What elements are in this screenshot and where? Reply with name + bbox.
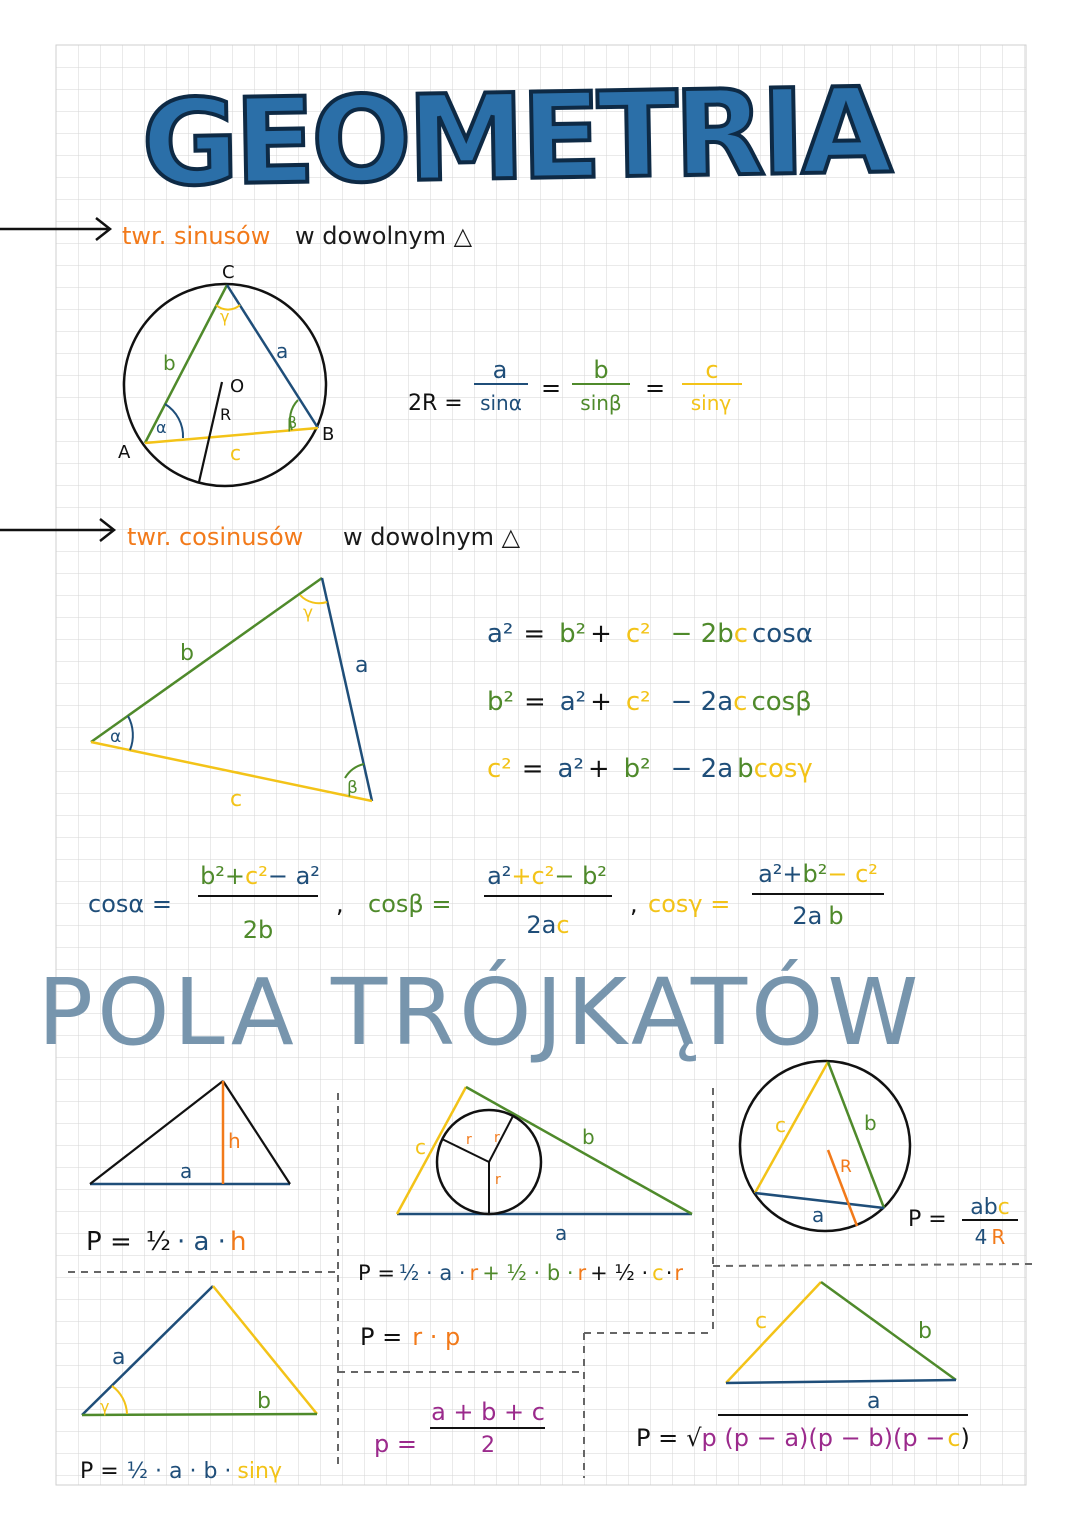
- label-a: a: [355, 653, 369, 678]
- svg-text:P =½ · a · b ·sinγ: P = ½ · a · b · sinγ: [80, 1459, 282, 1484]
- label-C: C: [222, 262, 235, 283]
- svg-text:2: 2: [481, 1433, 495, 1458]
- sine-lhs: 2R =: [408, 391, 463, 416]
- label-R: R: [220, 405, 232, 424]
- label-c: c: [230, 441, 241, 465]
- svg-text:a²=b²+c²− 2bccosα: a² = b² + c² − 2bc cosα: [487, 619, 813, 649]
- title: GEOMETRIA: [140, 61, 890, 213]
- svg-text:R: R: [840, 1157, 852, 1177]
- sine-eq2: =: [645, 374, 666, 402]
- cosine-law-eq2: [487, 687, 812, 717]
- svg-text:a: a: [112, 1345, 126, 1370]
- svg-text:r: r: [494, 1130, 500, 1146]
- label-alpha: α: [156, 418, 167, 437]
- svg-text:c: c: [755, 1309, 768, 1334]
- sine-d3: sinγ: [690, 391, 732, 415]
- svg-text:P =½· a ·h: P = ½ · a · h: [86, 1227, 247, 1257]
- sine-eq1: =: [541, 374, 562, 402]
- svg-text:p =: p =: [374, 1430, 417, 1458]
- svg-text:a: a: [867, 1389, 881, 1414]
- svg-text:a: a: [555, 1221, 568, 1245]
- svg-text:4R: 4 R: [974, 1225, 1006, 1249]
- areas-heading: POLA TRÓJKĄTÓW: [37, 959, 923, 1066]
- t: a²: [487, 619, 514, 649]
- svg-text:b²=a²+c²− 2accosβ: b² = a² + c² − 2ac cosβ: [487, 687, 812, 717]
- svg-text:c: c: [775, 1113, 786, 1137]
- svg-text:b²+c²− a²: b²+c²− a²: [200, 862, 320, 890]
- svg-text:b: b: [864, 1111, 877, 1135]
- label-A: A: [118, 442, 131, 463]
- label-b: b: [180, 641, 194, 666]
- sine-d1: sinα: [480, 391, 522, 415]
- sine-d2: sinβ: [580, 391, 622, 415]
- svg-text:a²+c²− b²: a²+c²− b²: [487, 862, 607, 890]
- sine-n1: a: [492, 356, 508, 384]
- svg-text:P =r · p: P = r · p: [360, 1323, 461, 1351]
- svg-text:abc: abc: [970, 1195, 1010, 1220]
- svg-text:c²=a²+b²− 2abcosγ: c² = a² + b² − 2a bcosγ: [487, 754, 813, 784]
- label-beta: β: [287, 413, 298, 432]
- svg-text:cosβ =: cosβ =: [368, 890, 452, 918]
- svg-text:P =: P =: [908, 1207, 947, 1232]
- cosine-heading-suffix: w dowolnym △: [343, 523, 521, 551]
- label-B: B: [322, 424, 335, 445]
- cosine-law-eq3: [487, 754, 813, 784]
- svg-text:γ: γ: [100, 1397, 110, 1416]
- label-a: a: [276, 339, 289, 363]
- label-alpha: α: [110, 727, 122, 747]
- svg-text:h: h: [228, 1129, 241, 1153]
- svg-text:P =½ · a ·r+ ½ · b ·r+ ½ ·c·r: P = ½ · a · r + ½ · b · r + ½ · c·r: [358, 1261, 684, 1285]
- cosine-heading-prefix: twr. cosinusów: [127, 523, 304, 551]
- svg-text:P =√p (p − a)(p − b)(p −c): P = √p (p − a)(p − b)(p −c): [636, 1424, 970, 1452]
- label-b: b: [163, 351, 176, 375]
- cosine-law-eq1: [487, 619, 813, 649]
- svg-text:a: a: [180, 1159, 193, 1183]
- label-O: O: [230, 376, 245, 397]
- svg-text:a: a: [812, 1203, 825, 1227]
- svg-text:b: b: [918, 1319, 932, 1344]
- svg-text:r: r: [495, 1172, 501, 1188]
- label-c: c: [230, 787, 243, 812]
- sine-heading-suffix: w dowolnym △: [295, 222, 473, 250]
- svg-text:b: b: [257, 1389, 271, 1414]
- svg-text:cosγ =: cosγ =: [648, 890, 731, 918]
- sine-heading-prefix: twr. sinusów: [122, 222, 271, 250]
- svg-text:2ab: 2a b: [792, 902, 844, 930]
- svg-text:c: c: [415, 1135, 426, 1159]
- svg-text:,: ,: [630, 890, 638, 918]
- svg-text:2ac: 2ac: [526, 911, 570, 939]
- title-logo: [141, 61, 893, 212]
- svg-text:a²+b²− c²: a²+b²− c²: [758, 860, 878, 888]
- svg-text:b: b: [582, 1125, 595, 1149]
- label-gamma: γ: [303, 603, 314, 623]
- sine-n3: c: [705, 356, 719, 384]
- sine-n2: b: [593, 356, 609, 384]
- svg-text:2b: 2b: [242, 916, 274, 944]
- label-beta: β: [347, 778, 358, 798]
- svg-text:,: ,: [336, 890, 344, 918]
- svg-text:cosα =: cosα =: [88, 890, 172, 918]
- label-gamma: γ: [220, 307, 230, 326]
- svg-text:a + b + c: a + b + c: [431, 1398, 545, 1426]
- svg-text:r: r: [466, 1132, 472, 1148]
